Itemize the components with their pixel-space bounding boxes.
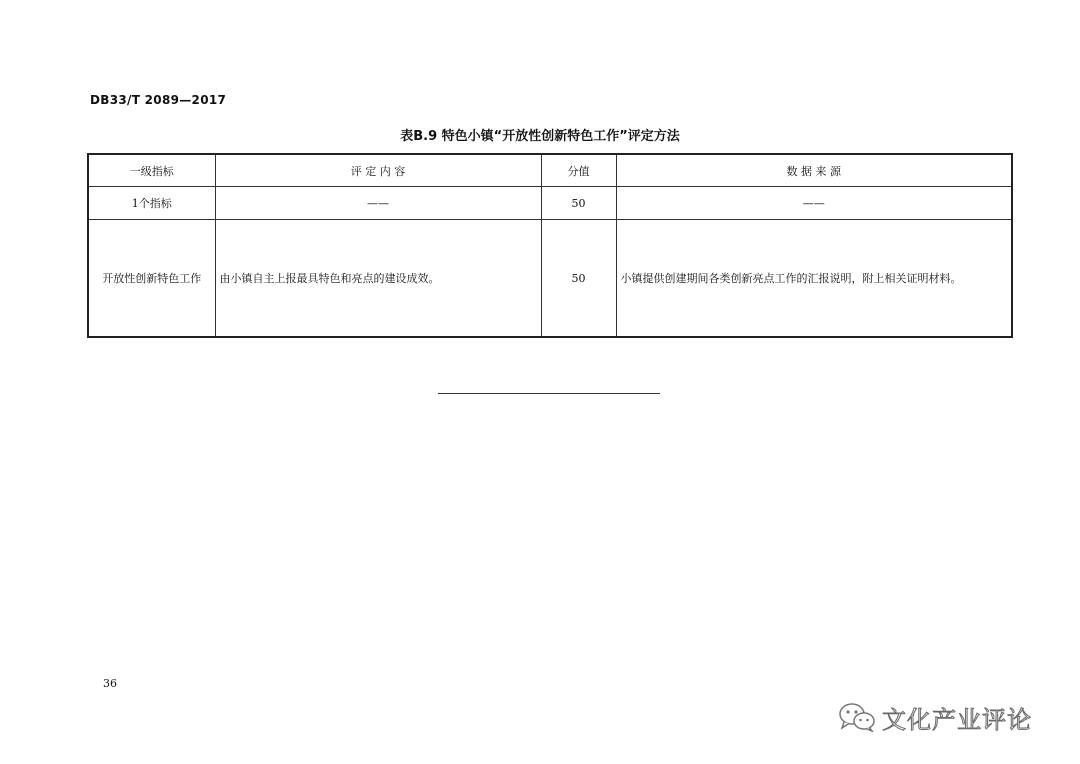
cell-source: —— [616,187,1012,220]
table-row [88,187,1012,220]
evaluation-table [87,153,1013,338]
table-title: 表B.9 特色小镇“开放性创新特色工作”评定方法 [400,129,680,144]
cell-score: 50 [541,187,616,220]
cell-indicator: 开放性创新特色工作 [88,220,215,338]
wechat-icon [838,702,876,732]
watermark [838,700,1032,734]
column-header-score: 分值 [541,154,616,187]
cell-content: —— [215,187,541,220]
cell-indicator: 1个指标 [88,187,215,220]
table-row [88,220,1012,338]
column-header-content: 评 定 内 容 [215,154,541,187]
column-header-indicator: 一级指标 [88,154,215,187]
cell-score: 50 [541,220,616,338]
end-rule [438,393,660,394]
cell-content: 由小镇自主上报最具特色和亮点的建设成效。 [215,220,541,338]
page-number: 36 [103,677,117,690]
column-header-source: 数 据 来 源 [616,154,1012,187]
watermark-text: 文化产业评论 [882,705,1032,734]
cell-source: 小镇提供创建期间各类创新亮点工作的汇报说明，附上相关证明材料。 [616,220,1012,338]
document-code: DB33/T 2089—2017 [90,93,227,107]
table-header-row [88,154,1012,187]
